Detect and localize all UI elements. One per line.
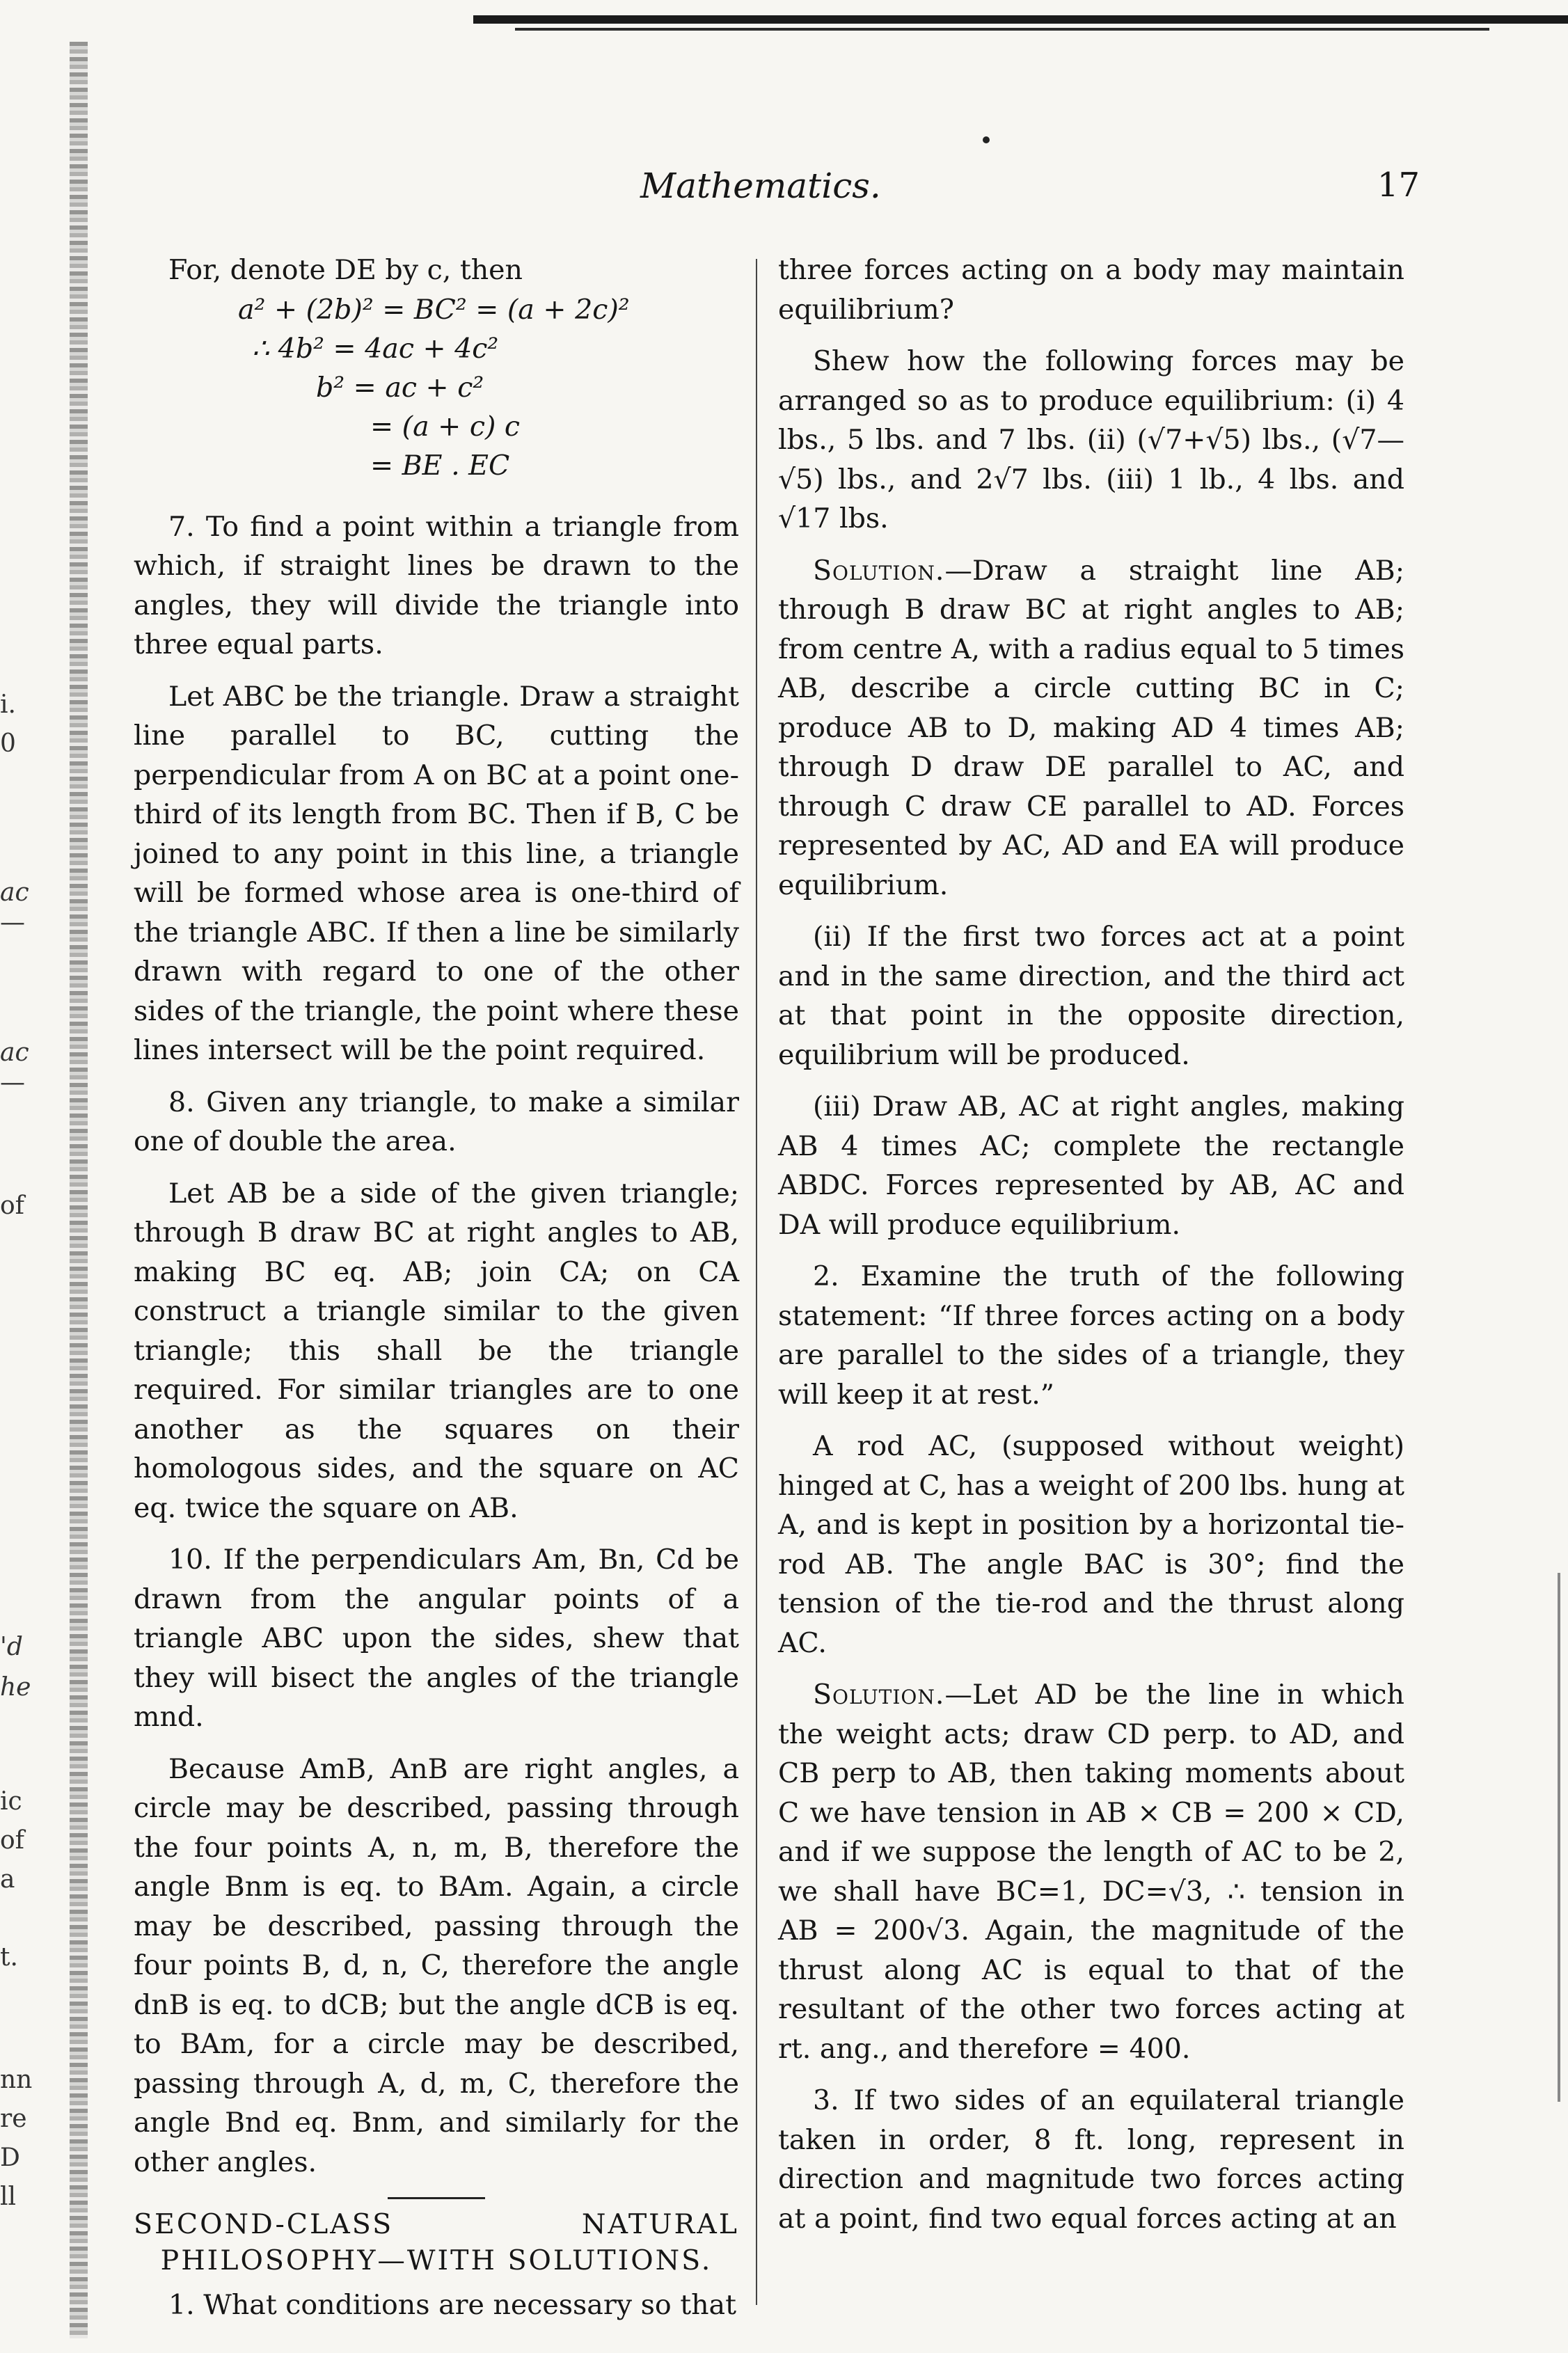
margin-fragment: he (0, 1673, 31, 1702)
binding-spine-shadow (70, 42, 88, 2338)
ink-speck (983, 136, 990, 143)
top-border-rule (473, 15, 1568, 24)
problem-10: 10. If the perpendiculars Am, Bn, Cd be drawn from the angular points of a triangle ABC upon the sides, shew that they will bisect the angles of the triangle mnd. (134, 1544, 739, 1733)
margin-fragment: i. (0, 690, 16, 719)
solution-1-iii: (iii) Draw AB, AC at right angles, making AB 4 times AC; complete the rectangle ABDC. Forces represented by AB, AC and DA will produce equilibrium. (778, 1091, 1404, 1241)
solution-7: Let ABC be the triangle. Draw a straight line parallel to BC, cutting the perpendicular from A on BC at a point one-third of its length from BC. Then if B, C be joined to any point in this line, a triangle will be formed whose area is one-third of the triangle ABC. If then a line be similarly drawn with regard to one of the other sides of the triangle, the point where these lines intersect will be the point required. (134, 680, 739, 1066)
left-column (134, 251, 739, 2338)
solution-8: Let AB be a side of the given triangle; through B draw BC at right angles to AB, making BC eq. AB; join CA; on CA construct a triangle similar to the given triangle; this shall be the triangle required. For similar triangles are to one another as the squares on their homologous sides, and the square on AC eq. twice the square on AB. (134, 1177, 739, 1524)
margin-fragment: ic (0, 1787, 22, 1816)
margin-fragment: — (0, 1068, 25, 1097)
margin-fragment: ll (0, 2182, 17, 2211)
solution-label: Solution. (813, 554, 945, 587)
equation-line: = BE . EC (370, 449, 510, 482)
top-border-thin-rule (515, 28, 1489, 31)
margin-fragment: t. (0, 1943, 18, 1972)
margin-fragment: 0 (0, 729, 16, 758)
solution-2-text: —Let AD be the line in which the weight acts; draw CD perp. to AD, and CB perp to AB, then taking moments about C we have tension in AB × CB = 200 × CD, and if we suppose the length of AC to be 2, we shall have BC=1, DC=√3, ∴ tension in AB = 200√3. Again, the magnitude of the thrust along AC is equal to that of the resultant of the other two forces acting at rt. ang., and therefore = 400. (778, 1679, 1404, 2065)
question-1-part-2: Shew how the following forces may be arranged so as to produce equilibrium: (i) 4 lbs., 5 lbs. and 7 lbs. (ii) (√7+√5) lbs., (√7—√5) lbs., and 2√7 lbs. (iii) 1 lb., 4 lbs. and √17 lbs. (778, 345, 1404, 534)
running-head-title: Mathematics. (640, 166, 881, 206)
solution-1-ii: (ii) If the first two forces act at a point and in the same direction, and the third act at that point in the opposite direction, equilibrium will be produced. (778, 921, 1404, 1071)
margin-fragment: D (0, 2144, 20, 2172)
right-edge-mark (1558, 1573, 1560, 2102)
solution-1-i (778, 551, 1404, 905)
solution-2 (778, 1675, 1404, 2068)
margin-fragment: — (0, 908, 25, 937)
question-1-end: three forces acting on a body may maintain equilibrium? (778, 254, 1404, 326)
margin-fragment: 'd (0, 1633, 23, 1661)
solution-10: Because AmB, AnB are right angles, a circle may be described, passing through the four points A, n, m, B, therefore the angle Bnm is eq. to BAm. Again, a circle may be described, passing through the four points B, d, n, C, therefore the angle dnB is eq. to dCB; but the angle dCB is eq. to BAm, for a circle may be described, passing through A, d, m, C, therefore the angle Bnd eq. Bnm, and similarly for the other angles. (134, 1752, 739, 2178)
margin-fragment: a (0, 1865, 15, 1894)
equation-line: = (a + c) c (370, 410, 521, 443)
right-column (778, 251, 1404, 2251)
margin-fragment: of (0, 1826, 24, 1855)
margin-fragment: ac (0, 1038, 29, 1067)
question-2-rod: A rod AC, (supposed without weight) hinged at C, has a weight of 200 lbs. hung at A, and is kept in position by a horizontal tie-rod AB. The angle BAC is 30°; find the tension of the tie-rod and the thrust along AC. (778, 1430, 1404, 1659)
problem-7: 7. To find a point within a triangle from which, if straight lines be drawn to the angles, they will divide the triangle into three equal parts. (134, 510, 739, 660)
section-rule (388, 2197, 485, 2199)
question-3-start: 3. If two sides of an equilateral triangle taken in order, 8 ft. long, represent in direction and magnitude two forces acting at a point, find two equal forces acting at an (778, 2084, 1404, 2235)
margin-fragment: nn (0, 2066, 33, 2094)
margin-fragment: re (0, 2105, 27, 2133)
problem-8: 8. Given any triangle, to make a similar one of double the area. (134, 1086, 739, 1157)
page-number: 17 (1377, 166, 1420, 205)
margin-fragment: of (0, 1191, 24, 1220)
equation-line: b² = ac + c² (316, 371, 484, 404)
solution-1-i-text: —Draw a straight line AB; through B draw BC at right angles to AB; from centre A, with a radius equal to 5 times AB, describe a circle cutting BC in C; produce AB to D, making AD 4 times AB; through D draw DE parallel to AC, and through C draw CE parallel to AD. Forces represented by AC, AD and EA will produce equilibrium. (778, 554, 1404, 901)
running-head (640, 166, 1420, 221)
column-divider (756, 259, 757, 2305)
intro-line: For, denote DE by c, then (168, 254, 523, 286)
section-heading: SECOND-CLASS NATURAL PHILOSOPHY—WITH SOLUTIONS. (134, 2208, 739, 2276)
equation-line: a² + (2b)² = BC² = (a + 2c)² (238, 293, 630, 326)
equation-line: ∴ 4b² = 4ac + 4c² (252, 332, 499, 365)
margin-fragment: ac (0, 878, 29, 907)
solution-label: Solution. (813, 1679, 945, 1711)
question-2: 2. Examine the truth of the following statement: “If three forces acting on a body are parallel to the sides of a triangle, they will keep it at rest.” (778, 1260, 1404, 1411)
question-1-start: 1. What conditions are necessary so that (168, 2289, 736, 2321)
